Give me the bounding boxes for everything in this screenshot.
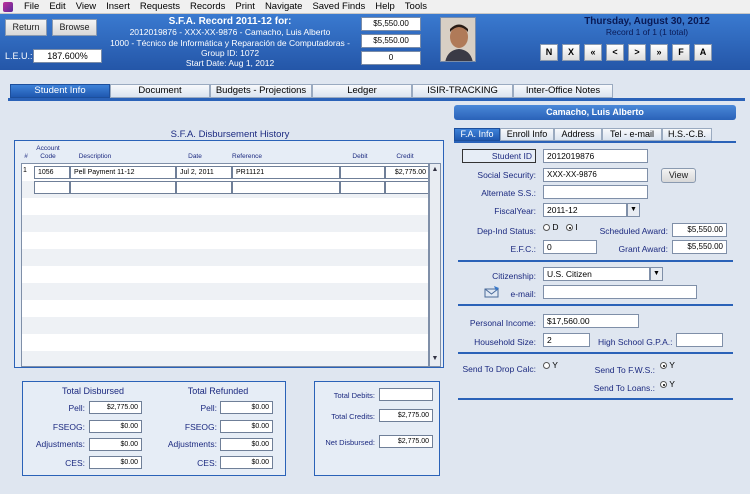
total-debits-value — [379, 388, 433, 401]
dep-status-d-radio[interactable] — [543, 222, 559, 232]
send-loans-label: Send To Loans.: — [593, 383, 655, 393]
disbursed-fseog-label: FSEOG: — [52, 422, 85, 432]
list-scrollbar[interactable] — [429, 163, 441, 367]
disbursed-ces-value: $0.00 — [89, 456, 142, 469]
send-drop-calc-radio[interactable] — [543, 360, 558, 370]
col-header-reference: Reference — [232, 153, 262, 160]
nav-find-button[interactable]: F — [672, 44, 690, 61]
fws-y-label: Y — [669, 360, 675, 370]
send-drop-calc-label: Send To Drop Calc: — [462, 364, 536, 374]
student-name-banner: Camacho, Luis Alberto — [454, 105, 736, 120]
menu-requests[interactable]: Requests — [139, 1, 181, 12]
loans-y-label: Y — [669, 379, 675, 389]
menu-help[interactable]: Help — [375, 1, 395, 12]
dep-i-label: I — [575, 222, 578, 232]
tab-inter-office-notes[interactable]: Inter-Office Notes — [513, 84, 613, 98]
disbursed-ces-label: CES: — [65, 458, 85, 468]
email-field[interactable] — [543, 285, 697, 299]
total-disbursed-title: Total Disbursed — [61, 386, 125, 396]
fa-tab-underline — [454, 141, 736, 143]
col-header-credit: Credit — [396, 153, 414, 160]
total-refunded-title: Total Refunded — [187, 386, 249, 396]
radio-drop-calc-icon[interactable] — [543, 362, 550, 369]
col-header-date: Date — [188, 153, 202, 160]
drop-calc-y-label: Y — [552, 360, 558, 370]
browse-button[interactable]: Browse — [52, 19, 97, 36]
student-id-field[interactable]: 2012019876 — [543, 149, 648, 163]
social-security-label: Social Security: — [477, 170, 536, 180]
total-debits-label: Total Debits: — [333, 391, 375, 400]
record-header — [0, 14, 750, 70]
efc-field[interactable]: 0 — [543, 240, 597, 254]
citizenship-dropdown-icon[interactable]: ▼ — [650, 267, 663, 281]
alternate-ss-label: Alternate S.S.: — [481, 188, 536, 198]
citizenship-label: Citizenship: — [492, 271, 536, 281]
col-header-number: # — [24, 153, 28, 160]
hs-gpa-field[interactable] — [676, 333, 723, 347]
disbursement-history-panel — [14, 129, 444, 368]
tab-hs-cb[interactable]: H.S.-C.B. — [662, 128, 712, 141]
tab-address[interactable]: Address — [554, 128, 602, 141]
dep-ind-status-label: Dep-Ind Status: — [476, 226, 536, 236]
menu-navigate[interactable]: Navigate — [264, 1, 303, 12]
disbursed-adjustments-value: $0.00 — [89, 438, 142, 451]
row-credit[interactable]: $2,775.00 — [385, 166, 429, 179]
col-header-debit: Debit — [352, 153, 368, 160]
email-envelope-icon[interactable] — [484, 285, 500, 299]
totals-panel — [22, 381, 286, 476]
nav-new-button[interactable]: N — [540, 44, 558, 61]
tab-budgets-projections[interactable]: Budgets - Projections — [210, 84, 312, 98]
scroll-down-icon[interactable]: ▼ — [431, 355, 439, 362]
nav-first-button[interactable]: « — [584, 44, 602, 61]
total-credits-value: $2,775.00 — [379, 409, 433, 422]
student-photo — [440, 17, 476, 62]
menu-file[interactable]: File — [24, 1, 40, 12]
refunded-fseog-label: FSEOG: — [184, 422, 217, 432]
tab-isir-tracking[interactable]: ISIR-TRACKING — [412, 84, 513, 98]
amount-box-1: $5,550.00 — [361, 17, 421, 31]
section-divider-3 — [458, 352, 733, 354]
refunded-adjustments-value: $0.00 — [220, 438, 273, 451]
row-reference[interactable]: PR11121 — [232, 166, 340, 179]
hs-gpa-label: High School G.P.A.: — [598, 337, 673, 347]
row-number: 1 — [23, 167, 27, 174]
tab-enroll-info[interactable]: Enroll Info — [500, 128, 554, 141]
alternate-ss-field[interactable] — [543, 185, 648, 199]
send-loans-radio[interactable] — [660, 379, 675, 389]
menu-records[interactable]: Records — [190, 1, 226, 12]
tab-underline — [8, 98, 745, 101]
nav-next-button[interactable]: > — [628, 44, 646, 61]
menu-insert[interactable]: Insert — [106, 1, 130, 12]
group-id-line: Group ID: 1072 — [200, 48, 260, 58]
current-date: Thursday, August 30, 2012 — [584, 16, 710, 27]
menu-tools[interactable]: Tools — [404, 1, 427, 12]
household-size-field[interactable]: 2 — [543, 333, 590, 347]
row-description[interactable]: Pell Payment 11-12 — [70, 166, 176, 179]
student-id-label: Student ID — [462, 149, 536, 163]
refunded-pell-value: $0.00 — [220, 401, 273, 414]
amount-box-3: 0 — [361, 51, 421, 65]
total-credits-label: Total Credits: — [331, 412, 375, 421]
efc-label: E.F.C.: — [510, 244, 536, 254]
nav-delete-button[interactable]: X — [562, 44, 580, 61]
net-disbursed-value: $2,775.00 — [379, 435, 433, 448]
grant-award-field[interactable]: $5,550.00 — [672, 240, 727, 254]
tab-document[interactable]: Document — [110, 84, 210, 98]
menu-bar — [0, 0, 750, 14]
fiscal-year-label: FiscalYear: — [494, 206, 536, 216]
scheduled-award-label: Scheduled Award: — [599, 226, 668, 236]
tab-tel-email[interactable]: Tel - e-mail — [602, 128, 662, 141]
refunded-ces-value: $0.00 — [220, 456, 273, 469]
radio-fws-icon[interactable] — [660, 362, 667, 369]
radio-i-icon[interactable] — [566, 224, 573, 231]
tab-ledger[interactable]: Ledger — [312, 84, 412, 98]
row-date[interactable]: Jul 2, 2011 — [176, 166, 232, 179]
nav-all-button[interactable]: A — [694, 44, 712, 61]
disbursement-history-title: S.F.A. Disbursement History — [170, 129, 290, 140]
fiscal-year-dropdown-icon[interactable]: ▼ — [627, 203, 640, 217]
leu-label: L.E.U.: — [5, 51, 33, 61]
disbursement-list — [21, 163, 429, 367]
row-account-code[interactable]: 1056 — [34, 166, 70, 179]
grant-award-label: Grant Award: — [618, 244, 668, 254]
row-debit[interactable] — [340, 166, 385, 179]
start-date-line: Start Date: Aug 1, 2012 — [185, 58, 275, 68]
record-title: S.F.A. Record 2011-12 for: — [168, 16, 292, 27]
col-header-account-code: Account Code — [36, 145, 60, 160]
disbursed-adjustments-label: Adjustments: — [35, 439, 85, 449]
radio-loans-icon[interactable] — [660, 381, 667, 388]
dep-status-i-radio[interactable] — [566, 222, 578, 232]
section-divider-1 — [458, 260, 733, 262]
disbursed-pell-label: Pell: — [68, 403, 85, 413]
section-divider-4 — [458, 398, 733, 400]
send-fws-radio[interactable] — [660, 360, 675, 370]
net-totals-panel — [314, 381, 440, 476]
radio-d-icon[interactable] — [543, 224, 550, 231]
menu-edit[interactable]: Edit — [49, 1, 66, 12]
program-line: 1000 - Técnico de Informática y Reparación de Computadoras - — [110, 38, 350, 48]
col-header-description: Description — [78, 153, 112, 160]
dep-d-label: D — [552, 222, 559, 232]
personal-income-field[interactable]: $17,560.00 — [543, 314, 639, 328]
menu-print[interactable]: Print — [235, 1, 255, 12]
social-security-field[interactable]: XXX-XX-9876 — [543, 168, 648, 182]
refunded-ces-label: CES: — [197, 458, 217, 468]
scroll-up-icon[interactable]: ▲ — [431, 166, 439, 173]
menu-saved-finds[interactable]: Saved Finds — [312, 1, 366, 12]
return-button[interactable]: Return — [5, 19, 47, 36]
tab-fa-info[interactable]: F.A. Info — [454, 128, 500, 141]
disbursed-fseog-value: $0.00 — [89, 420, 142, 433]
record-count: Record 1 of 1 (1 total) — [605, 27, 689, 37]
nav-prev-button[interactable]: < — [606, 44, 624, 61]
nav-last-button[interactable]: » — [650, 44, 668, 61]
app-logo-icon — [3, 2, 13, 12]
refunded-fseog-value: $0.00 — [220, 420, 273, 433]
disbursed-pell-value: $2,775.00 — [89, 401, 142, 414]
view-button[interactable]: View — [661, 168, 696, 183]
refunded-adjustments-label: Adjustments: — [167, 439, 217, 449]
personal-income-label: Personal Income: — [469, 318, 536, 328]
amount-box-2: $5,550.00 — [361, 34, 421, 48]
tab-student-info[interactable]: Student Info — [10, 84, 110, 98]
leu-value: 187.600% — [33, 49, 102, 63]
section-divider-2 — [458, 304, 733, 306]
citizenship-select[interactable]: U.S. Citizen — [543, 267, 650, 281]
refunded-pell-label: Pell: — [200, 403, 217, 413]
household-size-label: Household Size: — [474, 337, 536, 347]
net-disbursed-label: Net Disbursed: — [325, 438, 375, 447]
fiscal-year-select[interactable]: 2011-12 — [543, 203, 627, 217]
menu-view[interactable]: View — [75, 1, 97, 12]
scheduled-award-field[interactable]: $5,550.00 — [672, 223, 727, 237]
student-summary-line: 2012019876 - XXX-XX-9876 - Camacho, Luis Alberto — [129, 27, 331, 37]
email-label: e-mail: — [510, 289, 536, 299]
send-fws-label: Send To F.W.S.: — [594, 365, 655, 375]
